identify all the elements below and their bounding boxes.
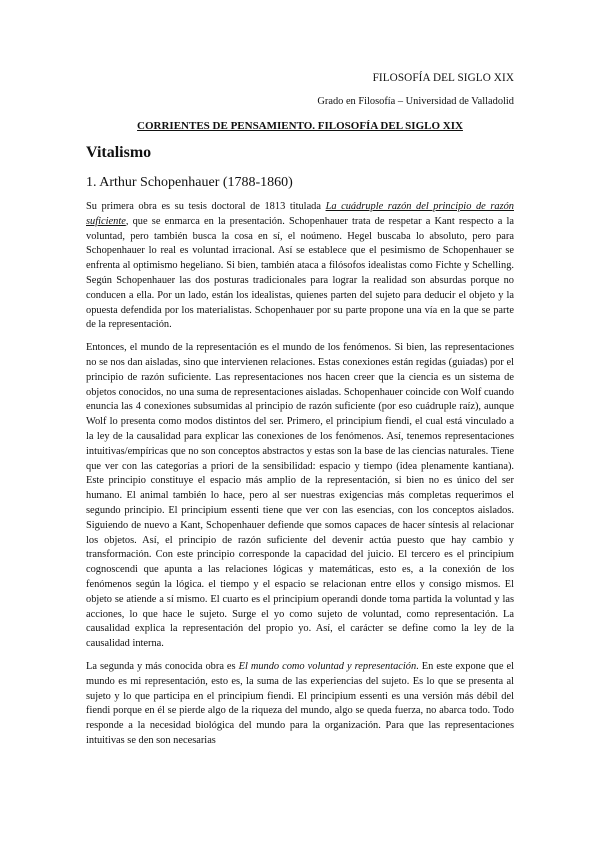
paragraph-3 (86, 660, 514, 749)
subsection-title: 1. Arthur Schopenhauer (1788-1860) (86, 175, 293, 190)
body-text (86, 200, 514, 757)
paragraph-1-rest: , que se enmarca en la presentación. Schopenhauer trata de respetar a Kant respecto a la voluntad, pero también busca la cosa en sí, el noúmeno. Hegel buscaba lo absoluto, pero para Schopenhauer lo real es voluntad irracional. Así se establece que el pesimismo de Schopenhauer se enfrenta al optimismo hegeliano. Si bien, también ataca a filósofos idealistas como Fichte y Schelling. Según Schopenhauer las dos posturas tradicionales para lograr la realidad son absurdas porque no conducen a ella. Por un lado, están los idealistas, quienes parten del sujeto para deducir el objeto y la opuesta defendida por los materialistas. Schopenhauer por su parte propone una vía en la que se parte de la representación. (86, 215, 514, 331)
paragraph-1 (86, 200, 514, 333)
paragraph-1-intro: Su primera obra es su tesis doctoral de 1813 titulada (86, 201, 326, 212)
course-header: FILOSOFÍA DEL SIGLO XIX (372, 72, 514, 84)
paragraph-3-rest: . En este expone que el mundo es mi representación, esto es, la suma de las experiencias del sujeto. Es lo que se presenta al sujeto y lo que participa en el principium fiendi. El principium essenti es una versión más débil del fiendi porque en él se pierde algo de la riqueza del mundo, algo se queda fuerza, no abarca todo. Todo responde a la necesidad biológica del mundo para la organización. Para que las representaciones intuitivas se den son necesarias (86, 660, 514, 746)
paragraph-2: Entonces, el mundo de la representación es el mundo de los fenómenos. Si bien, las representaciones no se nos dan aisladas, sino que intervienen relaciones. Estas conexiones están regidas (guiadas) por el principio de razón suficiente. Las representaciones nos hacen creer que la ciencia es un sistema de objetos conocidos, no una suma de representaciones aisladas. Schopenhauer coincide con Wolf cuando enuncia las 4 conexiones subsumidas al principio de razón suficiente (por eso cuádruple raíz), aunque Wolf lo presenta como modos distintos del ser. Primero, el principium fiendi, el cual está vinculado a la ley de la causalidad para explicar las conexiones de los fenómenos. Así, tenemos representaciones intuitivas/empíricas que no son conceptos abstractos y estas son la base de las ciencias naturales. Tiene que ver con las categorías a priori de la sensibilidad: espacio y tiempo (idea plenamente kantiana). Este principio constituye el espacio más amplio de la representación, si bien no es único del ser humano. El animal también lo hace, pero al ser nuestras exigencias más completas requerimos el segundo principio. El principium essenti tiene que ver con las esencias, con los conceptos aislados. Siguiendo de nuevo a Kant, Schopenhauer defiende que somos capaces de hacer síntesis al relacionar los objetos. Así, el principio de razón suficiente del devenir actúa puesto que hay cambio y transformación. Con este principio corresponde la capacidad del juicio. El tercero es el principium cognoscendi que apunta a las relaciones lógicas y matemáticas, esto es, a la conexión de los fenómenos según la lógica. el tiempo y el espacio se relacionan entre ellos y consigo mismos. El objeto se atiende a sí mismo. El cuarto es el principium operandi donde toma partida la voluntad y las acciones, lo que hace le sujeto. Surge el yo como sujeto de voluntad, como representación. La causalidad explica la representación del propio yo. Así, el carácter se define como la ley de la causalidad interna. (86, 342, 514, 650)
second-work-title: El mundo como voluntad y representación (238, 660, 417, 672)
first-work-title: La cuádruple razón del principio de razón suficiente (86, 201, 514, 227)
paragraph-3-intro: La segunda y más conocida obra es (86, 660, 239, 672)
university-header: Grado en Filosofía – Universidad de Valladolid (317, 96, 514, 107)
document-title: CORRIENTES DE PENSAMIENTO. FILOSOFÍA DEL SIGLO XIX (137, 120, 463, 132)
section-title: Vitalismo (86, 144, 152, 161)
